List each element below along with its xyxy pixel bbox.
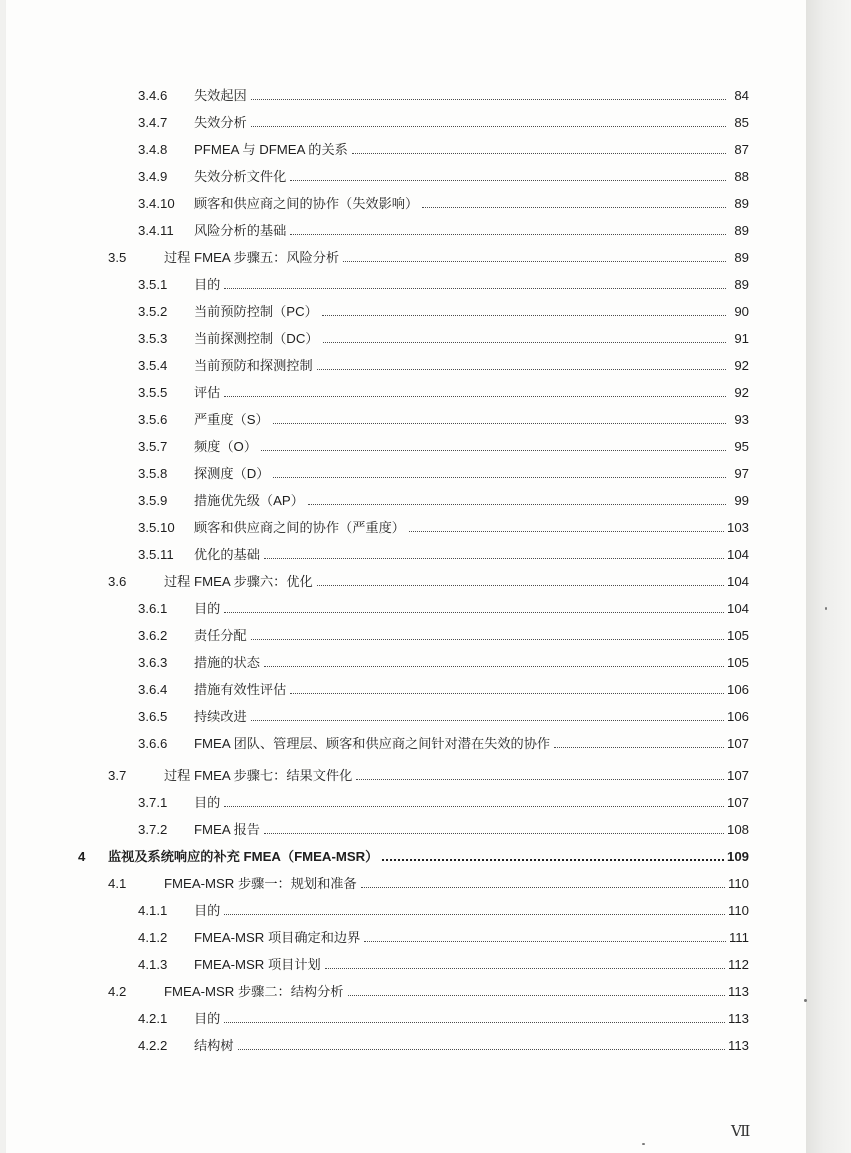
toc-entry-page: 93 (734, 412, 749, 427)
toc-entry-title: FMEA-MSR 项目计划 (194, 957, 321, 972)
toc-section-entry (108, 566, 749, 590)
dot-leader (238, 1049, 725, 1050)
toc-entry-title: 过程 FMEA 步骤六：优化 (164, 574, 313, 589)
toc-subsection-entry (138, 431, 749, 455)
dot-leader (322, 315, 726, 316)
dot-leader (251, 126, 726, 127)
toc-entry-title: 过程 FMEA 步骤七：结果文件化 (164, 768, 353, 783)
toc-entry-number: 3.4.10 (138, 196, 175, 211)
toc-entry-title: 目的 (194, 1011, 221, 1026)
toc-entry-number: 4.2.2 (138, 1038, 168, 1053)
toc-entry-page: 89 (734, 277, 749, 292)
toc-entry-page: 95 (734, 439, 749, 454)
toc-entry-page: 89 (734, 223, 749, 238)
toc-section-entry (108, 976, 749, 1000)
dot-leader (317, 369, 726, 370)
dot-leader (352, 153, 726, 154)
toc-subsection-entry (138, 485, 749, 509)
toc-entry-number: 3.7.1 (138, 795, 168, 810)
toc-entry-title: FMEA-MSR 步骤一：规划和准备 (164, 876, 357, 891)
toc-subsection-entry (138, 895, 749, 919)
toc-entry-page: 110 (727, 903, 749, 918)
toc-entry-number: 3.5.1 (138, 277, 168, 292)
toc-entry-page: 85 (734, 115, 749, 130)
toc-entry-page: 89 (734, 250, 749, 265)
toc-subsection-entry (138, 814, 749, 838)
dot-leader (308, 504, 726, 505)
dot-leader (317, 585, 724, 586)
scan-speck (642, 1143, 645, 1145)
toc-entry-number: 3.6.6 (138, 736, 168, 751)
toc-subsection-entry (138, 161, 749, 185)
toc-entry-page: 99 (734, 493, 749, 508)
dot-leader (264, 833, 724, 834)
dot-leader (224, 612, 724, 613)
toc-entry-title: 严重度（S） (194, 412, 269, 427)
toc-entry-number: 4.2.1 (138, 1011, 168, 1026)
toc-entry-number: 3.7 (108, 768, 127, 783)
toc-entry-title: 顾客和供应商之间的协作（严重度） (194, 520, 405, 535)
toc-subsection-entry (138, 1003, 749, 1027)
dot-leader (409, 531, 724, 532)
toc-entry-title: 目的 (194, 795, 221, 810)
dot-leader (361, 887, 725, 888)
toc-entry-number: 3.6 (108, 574, 127, 589)
dot-leader (251, 639, 724, 640)
toc-entry-number: 3.5.9 (138, 493, 168, 508)
toc-entry-title: 失效分析 (194, 115, 247, 130)
scan-speck (804, 999, 807, 1002)
toc-entry-page: 113 (727, 1038, 749, 1053)
toc-entry-title: 评估 (194, 385, 221, 400)
dot-leader (273, 423, 726, 424)
toc-entry-title: 优化的基础 (194, 547, 260, 562)
toc-entry-page: 97 (734, 466, 749, 481)
toc-entry-number: 3.6.3 (138, 655, 168, 670)
toc-subsection-entry (138, 350, 749, 374)
toc-entry-title: 顾客和供应商之间的协作（失效影响） (194, 196, 419, 211)
toc-entry-number: 3.6.4 (138, 682, 168, 697)
toc-entry-title: 当前预防控制（PC） (194, 304, 318, 319)
toc-entry-title: 频度（O） (194, 439, 258, 454)
toc-entry-number: 4.1.1 (138, 903, 168, 918)
toc-subsection-entry (138, 620, 749, 644)
toc-entry-number: 4.1.3 (138, 957, 168, 972)
toc-subsection-entry (138, 80, 749, 104)
dot-leader (290, 234, 726, 235)
toc-subsection-entry (138, 949, 749, 973)
toc-entry-page: 104 (726, 547, 749, 562)
toc-entry-title: 持续改进 (194, 709, 247, 724)
toc-subsection-entry (138, 728, 749, 752)
dot-leader (356, 779, 724, 780)
toc-entry-number: 3.5.6 (138, 412, 168, 427)
toc-entry-title: FMEA 报告 (194, 822, 260, 837)
toc-entry-title: 措施有效性评估 (194, 682, 287, 697)
toc-subsection-entry (138, 1030, 749, 1054)
toc-entry-page: 105 (726, 628, 749, 643)
toc-entry-number: 3.6.2 (138, 628, 168, 643)
dot-leader (251, 99, 726, 100)
toc-entry-title: 监视及系统响应的补充 FMEA（FMEA-MSR） (108, 849, 379, 864)
dot-leader (224, 288, 726, 289)
toc-subsection-entry (138, 188, 749, 212)
toc-entry-page: 104 (726, 574, 749, 589)
toc-entry-page: 113 (727, 984, 749, 999)
toc-entry-title: 风险分析的基础 (194, 223, 287, 238)
toc-entry-page: 89 (734, 196, 749, 211)
toc-entry-page: 107 (726, 795, 749, 810)
toc-entry-page: 88 (734, 169, 749, 184)
toc-entry-page: 104 (726, 601, 749, 616)
toc-entry-number: 3.6.5 (138, 709, 168, 724)
dot-leader (323, 342, 726, 343)
toc-entry-page: 91 (734, 331, 749, 346)
dot-leader (224, 914, 725, 915)
dot-leader (290, 180, 726, 181)
toc-entry-title: PFMEA 与 DFMEA 的关系 (194, 142, 348, 157)
page-number: Ⅶ (731, 1124, 751, 1140)
dot-leader (554, 747, 724, 748)
toc-entry-number: 3.5.5 (138, 385, 168, 400)
scan-speck (825, 607, 827, 610)
dot-leader (348, 995, 725, 996)
dot-leader (224, 396, 726, 397)
toc-subsection-entry (138, 107, 749, 131)
toc-subsection-entry (138, 269, 749, 293)
dot-leader (343, 261, 726, 262)
dot-leader (261, 450, 726, 451)
dot-leader (422, 207, 726, 208)
toc-entry-title: 失效起因 (194, 88, 247, 103)
toc-entry-page: 103 (726, 520, 749, 535)
toc-entry-title: 失效分析文件化 (194, 169, 287, 184)
toc-entry-number: 3.4.6 (138, 88, 168, 103)
toc-entry-page: 111 (728, 930, 749, 945)
toc-entry-title: 目的 (194, 277, 221, 292)
toc-subsection-entry (138, 674, 749, 698)
toc-entry-number: 3.5.10 (138, 520, 175, 535)
toc-entry-title: 结构树 (194, 1038, 234, 1053)
toc-entry-title: 当前探测控制（DC） (194, 331, 319, 346)
toc-entry-page: 107 (726, 736, 749, 751)
toc-entry-page: 109 (726, 849, 749, 864)
toc-entry-page: 106 (726, 709, 749, 724)
toc-subsection-entry (138, 512, 749, 536)
toc-entry-number: 3.5.8 (138, 466, 168, 481)
toc-entry-page: 92 (734, 385, 749, 400)
toc-entry-page: 113 (727, 1011, 749, 1026)
dot-leader (264, 666, 724, 667)
toc-entry-number: 3.5.2 (138, 304, 168, 319)
toc-entry-title: 目的 (194, 903, 221, 918)
toc-entry-page: 105 (726, 655, 749, 670)
toc-entry-number: 3.4.11 (138, 223, 174, 238)
toc-entry-page: 108 (726, 822, 749, 837)
toc-subsection-entry (138, 458, 749, 482)
toc-entry-number: 4.2 (108, 984, 127, 999)
toc-entry-number: 3.4.9 (138, 169, 168, 184)
toc-entry-page: 87 (734, 142, 749, 157)
dot-leader (251, 720, 724, 721)
toc-entry-page: 110 (727, 876, 749, 891)
toc-entry-number: 3.5.3 (138, 331, 168, 346)
toc-subsection-entry (138, 296, 749, 320)
toc-entry-page: 106 (726, 682, 749, 697)
toc-entry-page: 107 (726, 768, 749, 783)
toc-subsection-entry (138, 787, 749, 811)
toc-entry-title: FMEA-MSR 步骤二：结构分析 (164, 984, 344, 999)
toc-chapter-entry (78, 841, 749, 865)
toc-entry-title: FMEA-MSR 项目确定和边界 (194, 930, 361, 945)
toc-entry-title: 措施优先级（AP） (194, 493, 304, 508)
toc-entry-title: 措施的状态 (194, 655, 260, 670)
dot-leader (382, 859, 724, 861)
toc-subsection-entry (138, 323, 749, 347)
toc-subsection-entry (138, 922, 749, 946)
toc-entry-title: 当前预防和探测控制 (194, 358, 313, 373)
toc-section-entry (108, 242, 749, 266)
table-of-contents (0, 80, 851, 1060)
toc-entry-number: 3.6.1 (138, 601, 168, 616)
dot-leader (224, 1022, 725, 1023)
toc-subsection-entry (138, 647, 749, 671)
toc-subsection-entry (138, 404, 749, 428)
toc-entry-number: 3.7.2 (138, 822, 168, 837)
toc-entry-title: 探测度（D） (194, 466, 270, 481)
toc-entry-title: FMEA 团队、管理层、顾客和供应商之间针对潜在失效的协作 (194, 736, 551, 751)
toc-entry-page: 90 (734, 304, 749, 319)
toc-entry-number: 3.4.7 (138, 115, 168, 130)
toc-subsection-entry (138, 539, 749, 563)
toc-subsection-entry (138, 593, 749, 617)
toc-entry-number: 3.5.4 (138, 358, 168, 373)
toc-entry-page: 92 (734, 358, 749, 373)
toc-entry-number: 3.5.11 (138, 547, 174, 562)
toc-section-entry (108, 868, 749, 892)
toc-entry-page: 84 (734, 88, 749, 103)
toc-entry-number: 3.4.8 (138, 142, 168, 157)
dot-leader (290, 693, 724, 694)
dot-leader (364, 941, 726, 942)
dot-leader (273, 477, 726, 478)
toc-section-entry (108, 760, 749, 784)
toc-entry-number: 4 (78, 849, 86, 864)
toc-entry-number: 3.5 (108, 250, 127, 265)
dot-leader (325, 968, 725, 969)
toc-entry-number: 3.5.7 (138, 439, 168, 454)
toc-entry-title: 目的 (194, 601, 221, 616)
toc-subsection-entry (138, 134, 749, 158)
toc-entry-title: 责任分配 (194, 628, 247, 643)
toc-entry-title: 过程 FMEA 步骤五：风险分析 (164, 250, 340, 265)
toc-subsection-entry (138, 377, 749, 401)
dot-leader (224, 806, 724, 807)
dot-leader (264, 558, 724, 559)
toc-entry-number: 4.1.2 (138, 930, 168, 945)
toc-subsection-entry (138, 215, 749, 239)
toc-subsection-entry (138, 701, 749, 725)
toc-entry-page: 112 (727, 957, 749, 972)
toc-entry-number: 4.1 (108, 876, 127, 891)
